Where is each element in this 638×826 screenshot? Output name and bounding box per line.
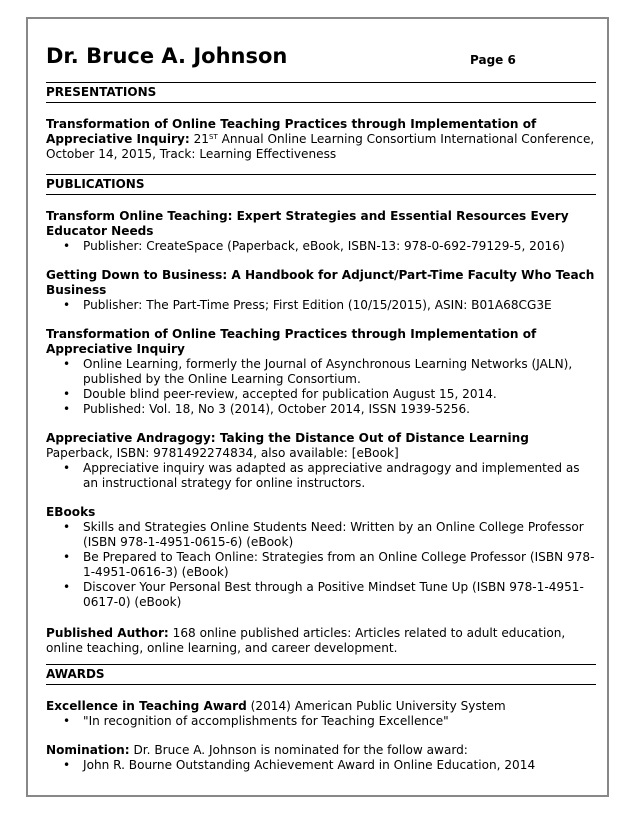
resume-content	[46, 44, 598, 773]
presentations-section	[46, 82, 598, 162]
bullet-item: • Publisher: The Part-Time Press; First Edition (10/15/2015), ASIN: B01A68CG3E	[83, 298, 598, 313]
ebooks-bullets	[46, 520, 598, 610]
publication-item	[46, 327, 598, 417]
nomination-item	[46, 743, 598, 773]
bullet-item: • Appreciative inquiry was adapted as appreciative andragogy and implemented as an instructional strategy for online instructors.	[83, 461, 598, 491]
award-detail: (2014) American Public University System	[250, 699, 506, 713]
award-item	[46, 699, 598, 729]
publication-item	[46, 431, 598, 491]
presentation-entry	[46, 117, 598, 162]
publication-title: Transformation of Online Teaching Practices through Implementation of Appreciative Inquiry	[46, 327, 537, 356]
nomination-text: Dr. Bruce A. Johnson is nominated for the follow award:	[133, 743, 468, 757]
presentation-detail: Annual Online Learning Consortium International Conference, October 14, 2015, Track: Learning Effectiveness	[46, 132, 595, 161]
presentation-ordinal: 21	[193, 132, 209, 146]
ebooks-title: EBooks	[46, 505, 96, 519]
published-author-label: Published Author:	[46, 626, 169, 640]
section-heading-presentations: PRESENTATIONS	[46, 82, 596, 103]
bullet-item: • Published: Vol. 18, No 3 (2014), October 2014, ISSN 1939-5256.	[83, 402, 598, 417]
ebooks-item	[46, 505, 598, 610]
section-heading-awards: AWARDS	[46, 664, 596, 685]
awards-section	[46, 664, 598, 773]
publication-title: Transform Online Teaching: Expert Strategies and Essential Resources Every Educator Needs	[46, 209, 569, 238]
bullet-item: • Be Prepared to Teach Online: Strategies from an Online College Professor (ISBN 978-1-4951-0616-3) (eBook)	[83, 550, 598, 580]
award-bullets	[46, 714, 598, 729]
publication-item	[46, 209, 598, 254]
publication-title: Appreciative Andragogy: Taking the Distance Out of Distance Learning	[46, 431, 529, 445]
bullet-item: • Online Learning, formerly the Journal of Asynchronous Learning Networks (JALN), published by the Online Learning Consortium.	[83, 357, 598, 387]
nomination-label: Nomination:	[46, 743, 130, 757]
publication-bullets	[46, 357, 598, 417]
publication-subtitle: Paperback, ISBN: 9781492274834, also available: [eBook]	[46, 446, 399, 460]
publications-section	[46, 174, 598, 656]
publication-item	[46, 268, 598, 313]
presentation-ordinal-suffix: ST	[209, 133, 218, 141]
author-name: Dr. Bruce A. Johnson	[46, 44, 288, 68]
page-number: Page 6	[470, 53, 516, 67]
bullet-item: • John R. Bourne Outstanding Achievement Award in Online Education, 2014	[83, 758, 598, 773]
publication-bullets	[46, 239, 598, 254]
bullet-item: • Skills and Strategies Online Students Need: Written by an Online College Professor (ISBN 978-1-4951-0615-6) (eBook)	[83, 520, 598, 550]
publication-bullets	[46, 298, 598, 313]
bullet-item: • Double blind peer-review, accepted for publication August 15, 2014.	[83, 387, 598, 402]
published-author-text: 168 online published articles: Articles related to adult education, online teaching, online learning, and career development.	[46, 626, 566, 655]
publication-bullets	[46, 461, 598, 491]
nomination-bullets	[46, 758, 598, 773]
bullet-item: • Publisher: CreateSpace (Paperback, eBook, ISBN-13: 978-0-692-79129-5, 2016)	[83, 239, 598, 254]
bullet-item: • "In recognition of accomplishments for Teaching Excellence"	[83, 714, 598, 729]
published-author	[46, 626, 598, 656]
award-title: Excellence in Teaching Award	[46, 699, 247, 713]
publication-title: Getting Down to Business: A Handbook for Adjunct/Part-Time Faculty Who Teach Business	[46, 268, 595, 297]
section-heading-publications: PUBLICATIONS	[46, 174, 596, 195]
resume-header	[46, 44, 598, 78]
presentation-title: Transformation of Online Teaching Practices through Implementation of Appreciative Inquiry:	[46, 117, 537, 146]
bullet-item: • Discover Your Personal Best through a Positive Mindset Tune Up (ISBN 978-1-4951-0617-0) (eBook)	[83, 580, 598, 610]
